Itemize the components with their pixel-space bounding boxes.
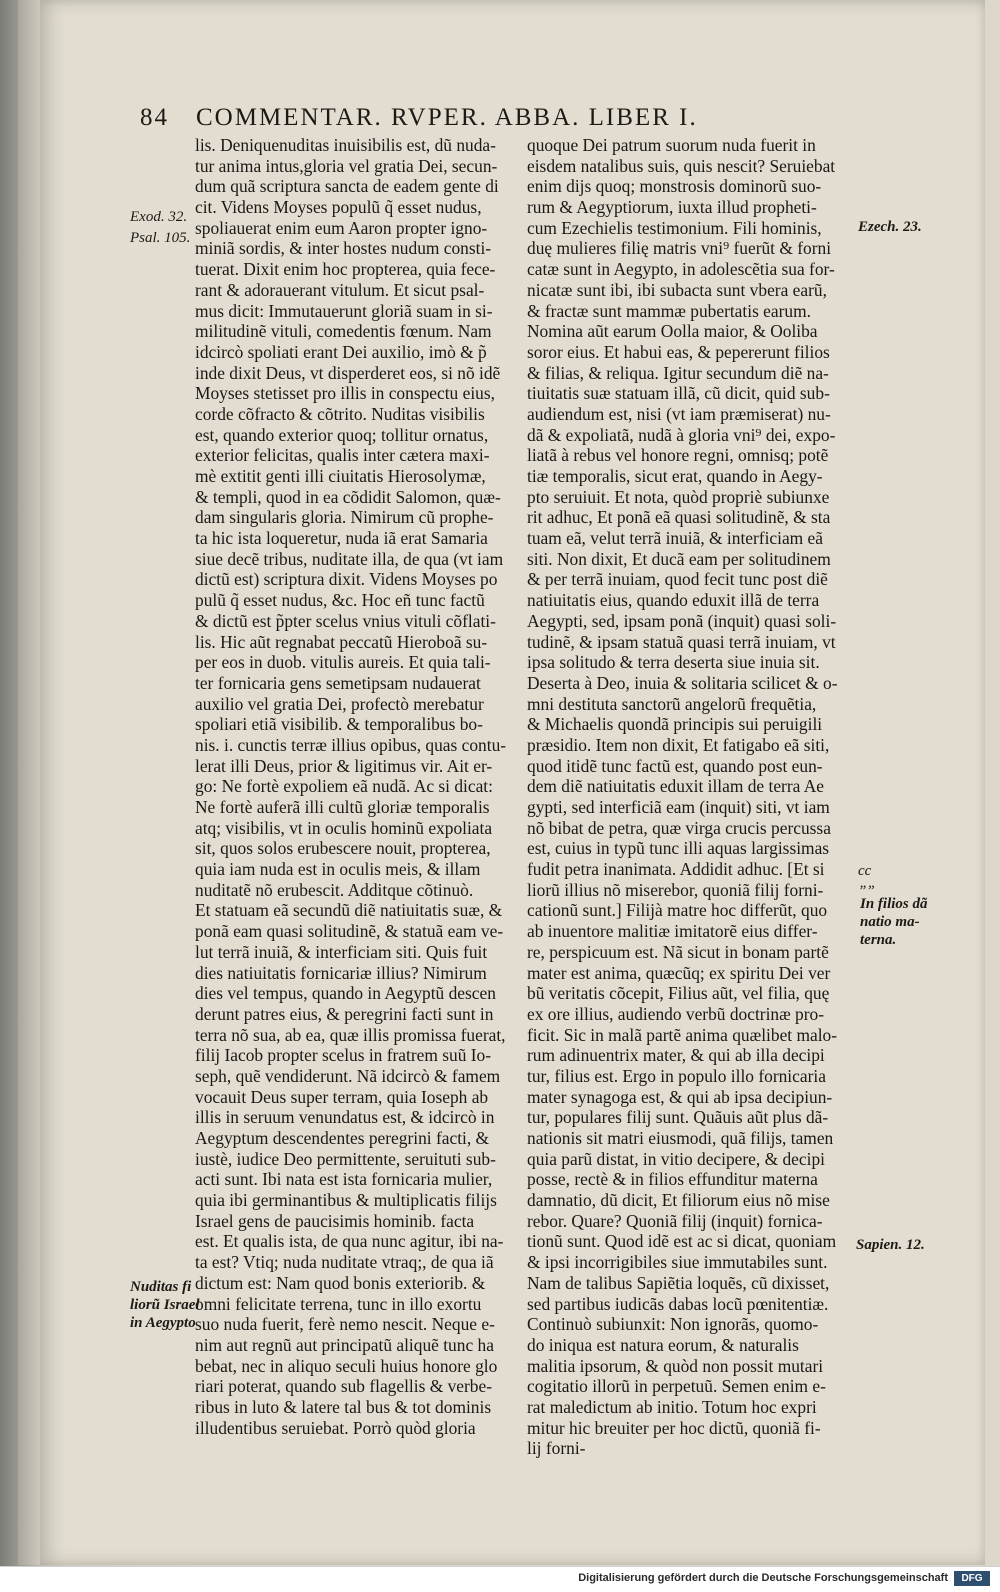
right-text-column [527,135,855,1459]
left-column-line: est, quando exterior quoq; tollitur ornatus, [195,424,489,445]
right-column-line: catæ sunt in Aegypto, in adolescẽtia sua for- [527,259,835,280]
right-column-line: tur, populares filij sunt. Quãuis aũt plus dã- [527,1107,829,1128]
right-column-line: rum & Aegyptiorum, iuxta illud propheti- [527,197,817,218]
left-column-line: & dictũ est p̃pter scelus vnius vituli cõflati- [195,610,496,631]
left-column-line: nim aut regnũ aut principatũ aliquẽ tunc ha [195,1334,494,1355]
left-column-line: illis in seruum venundatus est, & idcircò in [195,1107,495,1128]
left-column-line: lut terrã inuiã, & interficiam siti. Quis fuit [195,941,488,962]
right-column-line: ficit. Sic in malã partẽ anima quælibet malo- [527,1024,838,1045]
left-column-line: seph, quẽ vendiderunt. Nã idcircò & famem [195,1065,501,1086]
margin-note-sapien: Sapien. 12. [856,1237,925,1253]
running-title: COMMENTAR. RVPER. ABBA. LIBER I. [196,104,698,131]
left-column-line: dictum est: Nam quod bonis exteriorib. & [195,1272,486,1293]
left-column-line: nuditatẽ nõ erubescit. Additque cõtinuò. [195,879,474,900]
right-column-line: cationũ sunt.] Filijà matre hoc differũt, quo [527,900,828,921]
margin-note-nuditas [130,1278,200,1332]
left-column-line: siue decẽ tribus, nuditate illa, de qua (vt iam [195,548,504,569]
left-column-line: lerat illi Deus, prior & ligitimus vir. Ait er- [195,755,493,776]
right-column-line: eisdem natalibus suis, quis nescit? Seruiebat [527,155,836,176]
left-column-line: cit. Videns Moyses populũ q̃ esset nudus, [195,197,482,218]
right-column-line: gypti, sed interficiã eam (inquit) siti, vt iam [527,797,830,817]
margin-note-ezech: Ezech. 23. [858,219,922,235]
left-column-line: omni felicitate terrena, tunc in illo exortu [195,1293,482,1314]
left-column-line: per eos in duob. vitulis aureis. Et quia tali- [195,652,491,673]
right-column-line: natiuitatis eius, quando eduxit illã de terra [527,590,820,611]
right-column-line: Nomina aũt earum Oolla maior, & Ooliba [527,321,818,342]
left-column-line: Ne fortè auferã illi cultũ gloriæ temporalis [195,797,490,817]
left-column-line: spoliauerat enim eum Aaron propter igno- [195,217,488,238]
right-column-line: & per terrã inuiam, quod fecit tunc post diẽ [527,569,828,590]
right-column-line: malitia ipsorum, & quòd non possit mutari [527,1355,824,1376]
left-column-line: Et statuam eã secundũ diẽ natiuitatis suæ, & [195,900,503,921]
left-column-line: tur anima intus,gloria vel gratia Dei, secun- [195,155,498,176]
right-column-line: & ipsi incorrigibiles siue immutabiles sunt. [527,1252,828,1273]
margin-note-exod: Exod. 32. [130,209,188,225]
dfg-logo-icon: DFG [954,1571,990,1586]
right-column-line: & Michaelis quondã principis sui peruigili [527,714,823,735]
margin-note-in-filios-line-2: natio ma- [860,914,920,930]
left-column-line: dies vel tempus, quando in Aegyptũ descen [195,983,496,1004]
left-text-column [195,135,520,1438]
left-column-line: quia iam nuda est in oculis meis, & illam [195,859,481,880]
left-column-line: atq; visibilis, vt in oculis hominũ expoliata [195,817,493,838]
right-column-line: cum Ezechielis testimonium. Fili hominis, [527,217,822,238]
right-column-line: mater synagoga est, & qui ab ipsa decipiun- [527,1086,833,1107]
left-column-line: riari poterat, quando sub flagellis & verbe- [195,1376,492,1397]
margin-note-nuditas-line-1: Nuditas fi [130,1279,192,1295]
right-column-line: liorũ illius nõ miserebor, quoniã filij forni- [527,879,824,900]
left-column-line: sit, quos solos erubescere nouit, propterea, [195,838,491,859]
right-column-line: ex ore illius, audiendo verbũ doctrinæ pro- [527,1003,825,1024]
left-column-line: tuerat. Dixit enim hoc propterea, quia fece- [195,259,496,280]
right-column-line: Aegypti, sed, ipsam ponã (inquit) quasi soli- [527,610,837,631]
digitization-footer [0,1566,1000,1592]
left-column-line: spoliari etiã visibilib. & temporalibus bo- [195,714,483,735]
right-column-line: damnatio, dũ dicit, Et filiorum eius nõ mise [527,1190,830,1211]
left-column-line: dies natiuitatis fornicariæ illius? Nimirum [195,962,487,983]
left-column-line: Israel gens de paucisimis hominib. facta [195,1210,475,1231]
right-column-line: mni destituta sanctorũ angelorũ frequẽtia, [527,693,817,714]
left-column-line: dam singularis gloria. Nimirum cũ prophe- [195,507,494,528]
margin-note-in-filios-line-3: terna. [860,932,897,948]
right-column-line: tiuitatis suæ statuam illã, cũ dicit, quid sub- [527,383,830,404]
left-column-line: illudentibus seruiebat. Porrò quòd gloria [195,1417,476,1438]
margin-note-nuditas-line-3: in Aegypto [130,1315,196,1331]
left-column-line: rant & adorauerant vitulum. Et sicut psal- [195,279,485,300]
right-column-line: siti. Non dixit, Et ducã eam per solitudinem [527,548,831,569]
left-column-line: mè extitit genti illi ciuitatis Hierosolymæ, [195,466,486,486]
right-column-line: rebor. Quare? Quoniã filij (inquit) fornica- [527,1210,823,1231]
right-column-line: rat maledictum ab initio. Totum hoc expri [527,1396,817,1417]
right-column-line: bũ veritatis cõcepit, Filius aũt, vel filia, quę [527,983,830,1004]
footer-credit-text: Digitalisierung gefördert durch die Deutsche Forschungsgemeinschaft [578,1572,948,1584]
right-column-line: lij forni- [527,1438,586,1459]
right-column-line: dem diẽ natiuitatis eduxit illam de terra Ae [527,776,824,797]
right-column-line: est, cuius in typũ tunc illi aquas largissimas [527,838,830,859]
left-column-line: mus dicit: Immutauerunt gloriã suam in si- [195,300,493,321]
right-column-line: tiæ temporalis, sicut erat, quando in Aegy- [527,466,823,486]
right-column-line: audiendum est, nisi (vt iam præmiserat) nu- [527,403,831,424]
left-column-line: iustè, iudice Deo permittente, seruituti sub- [195,1148,496,1169]
left-column-line: ter fornicaria gens semetipsam nudauerat [195,672,481,693]
margin-quote-mark-2: ”” [858,883,875,899]
right-column-line: rum adinuentrix mater, & qui ab illa decipi [527,1045,825,1066]
right-column-line: enim dijs quoq; monstrosis dominorũ suo- [527,176,822,197]
right-column-line: præsidio. Item non dixit, Et fatigabo eã siti, [527,734,830,755]
right-column-line: Deserta à Deo, inuia & solitaria scilicet & o- [527,672,838,693]
right-column-line: & filias, & reliqua. Igitur secundum diẽ na- [527,362,829,383]
left-column-line: Aegyptum descendentes peregrini facti, & [195,1128,490,1148]
page-number: 84 [140,104,169,131]
right-column-line: liatã à rebus vel honore regni, omnisq; potẽ [527,445,829,466]
right-column-line: dã & expoliatã, nudã à gloria vni⁹ dei, expo- [527,424,836,445]
right-column-line: quia parũ distat, in vitio decipere, & decipi [527,1148,825,1169]
left-column-line: inde dixit Deus, vt disperderet eos, si nõ idẽ [195,362,501,383]
left-column-line: miniã sordis, & inter hostes nudum consti- [195,238,492,259]
left-column-line: ta hic ista loqueretur, nuda iã erat Samaria [195,528,488,549]
right-column-line: sed partibus iudicãs dabas locũ pœnitentiæ. [527,1293,829,1314]
left-column-line: terra nõ sua, ab ea, quæ illis promissa fuerat, [195,1024,506,1045]
right-column-line: mitur hic breuiter per hoc dictũ, quoniã fi- [527,1417,821,1438]
margin-note-in-filios [860,895,928,949]
right-column-line: tudinẽ, & ipsam statuã quasi terrã inuiam, vt [527,631,836,652]
margin-note-in-filios-line-1: In filios dã [860,896,928,912]
left-column-line: militudinẽ vituli, comedentis fœnum. Nam [195,321,492,342]
left-column-line: dictũ est) scriptura dixit. Videns Moyses po [195,569,498,590]
right-column-line: nationis sit matri eiusmodi, quã filijs, tamen [527,1128,834,1148]
right-column-line: ab inuentore malitiæ imitatorẽ eius differ- [527,921,818,942]
left-column-line: pulũ q̃ esset nudus, &c. Hoc eñ tunc factũ [195,590,485,611]
left-column-line: corde cõfracto & cõtrito. Nuditas visibilis [195,403,485,424]
right-column-line: nõ bibat de petra, quæ virga crucis percussa [527,817,831,838]
right-column-line: Continuò subiunxit: Non ignorãs, quomo- [527,1314,819,1335]
left-column-line: exterior felicitas, qualis inter cætera maxi- [195,445,490,466]
left-column-line: est. Et qualis ista, de qua nunc agitur, ibi na- [195,1231,504,1252]
right-column-line: tur, filius est. Ergo in populo illo fornicaria [527,1065,826,1086]
right-column-line: mater est anima, quæcũq; ex spiritu Dei ver [527,962,831,983]
left-column-line: ta est? Vtiq; nuda nuditate vtraq;, de qua iã [195,1252,494,1273]
left-column-line: quia ibi germinantibus & multiplicatis filijs [195,1190,497,1211]
right-column-line: do iniqua est natura eorum, & naturalis [527,1334,799,1355]
margin-quote-mark-1: cc [858,863,872,879]
left-column-line: dum quã scriptura sancta de eadem gente di [195,176,499,197]
left-column-line: ponã eam quasi solitudinẽ, & statuã eam ve- [195,921,504,942]
left-column-line: acti sunt. Ibi nata est ista fornicaria mulier, [195,1169,493,1190]
right-column-line: duę mulieres filię matris vni⁹ fuerũt & forni [527,238,832,259]
left-column-line: vocauit Deus super terram, quia Ioseph ab [195,1086,489,1107]
left-column-line: go: Ne fortè expoliem eã nudã. Ac si dicat: [195,776,493,797]
left-column-line: suo nuda fuerit, ferè nemo nescit. Neque e- [195,1314,495,1335]
left-column-line: filij Iacob propter scelus in fratrem suũ Io- [195,1045,492,1066]
left-column-line: & templi, quod in ea cõdidit Salomon, quæ- [195,486,501,507]
right-column-line: posse, rectè & in filios effunditur materna [527,1169,818,1190]
left-column-line: auxilio vel gratia Dei, profectò merebatur [195,693,484,714]
right-column-line: tuam eã, velut terrã inuiã, & interficiam eã [527,528,823,549]
left-column-line: nis. i. cunctis terræ illius opibus, quas contu- [195,734,507,755]
right-column-line: soror eius. Et habui eas, & pepererunt filios [527,341,830,362]
right-column-line: cogitatio illorũ in perpetuũ. Semen enim e- [527,1376,826,1397]
left-column-line: ribus in luto & latere tal bus & tot dominis [195,1396,492,1417]
margin-note-psal: Psal. 105. [130,230,191,246]
right-column-line: ipsa solitudo & terra deserta siue inuia sit. [527,652,820,673]
right-column-line: quod itidẽ tunc factũ est, quando post eun- [527,755,823,776]
left-column-line: idcircò spoliati erant Dei auxilio, imò & p̃ [195,341,487,362]
right-column-line: rit adhuc, Et ponã eã quasi solitudinẽ, & sta [527,507,831,528]
right-column-line: & fractæ sunt mammæ pubertatis earum. [527,300,811,321]
margin-note-nuditas-line-2: liorũ Israel [130,1297,200,1313]
left-column-line: lis. Hic aũt regnabat peccatũ Hieroboã su- [195,631,488,652]
right-column-line: re, perspicuum est. Nã sicut in bonam partẽ [527,941,829,962]
left-column-line: bebat, nec in aliquo seculi huius honore glo [195,1355,498,1376]
left-column-line: derunt patres eius, & peregrini facti sunt in [195,1003,494,1024]
right-column-line: pto seruiuit. Et nota, quòd propriè subiunxe [527,486,830,507]
right-column-line: Nam de talibus Sapiẽtia loquẽs, cũ dixisset, [527,1272,830,1293]
right-column-line: quoque Dei patrum suorum nuda fuerit in [527,135,816,155]
right-column-line: fudit petra inanimata. Addidit adhuc. [Et si [527,859,825,880]
left-column-line: Moyses stetisset pro illis in conspectu eius, [195,383,495,404]
right-column-line: tionũ sunt. Quod idẽ est ac si dicat, quoniam [527,1231,837,1252]
left-column-line: lis. Deniquenuditas inuisibilis est, dũ nuda- [195,135,496,155]
right-column-line: nicatæ sunt ibi, ibi subacta sunt vbera earũ, [527,279,827,300]
